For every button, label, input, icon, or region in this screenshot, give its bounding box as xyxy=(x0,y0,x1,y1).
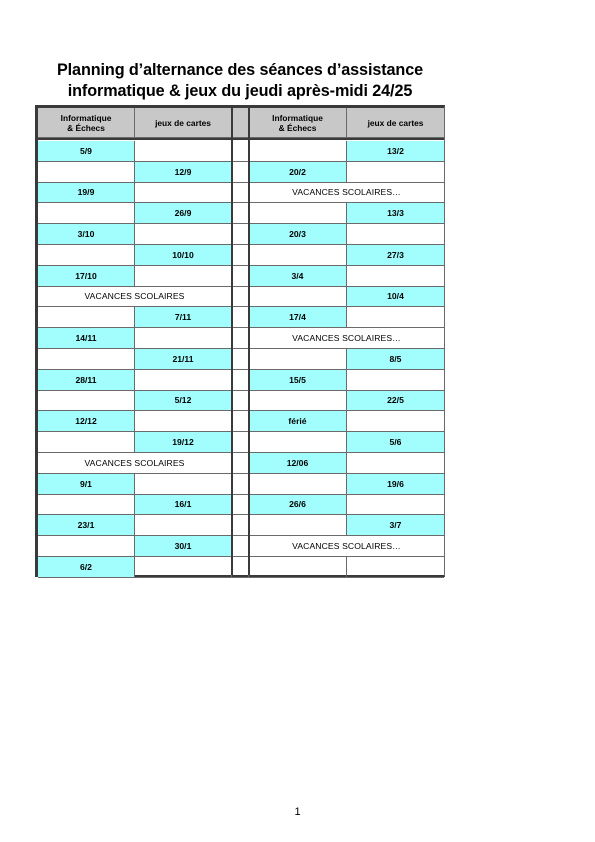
right-cartes-cell xyxy=(347,266,444,287)
title-line-2: informatique & jeux du jeudi après-midi 24/25 xyxy=(67,82,413,100)
right-informatique-cell xyxy=(249,432,347,453)
gap-cell xyxy=(232,287,249,308)
header-cartes-right: jeux de cartes xyxy=(347,108,444,138)
left-holiday-row: VACANCES SCOLAIRES xyxy=(38,453,232,474)
right-informatique-cell xyxy=(249,349,347,370)
title-line-1: Planning d’alternance des séances d’assistance xyxy=(56,61,424,79)
right-cartes-cell xyxy=(347,307,444,328)
column-separator xyxy=(231,108,233,575)
right-informatique-cell: 26/6 xyxy=(249,495,347,516)
gap-cell xyxy=(232,370,249,391)
left-cartes-cell xyxy=(135,557,232,578)
gap-cell xyxy=(232,162,249,183)
right-cartes-cell: 8/5 xyxy=(347,349,444,370)
header-informatique-left: Informatique & Échecs xyxy=(38,108,135,138)
left-cartes-cell: 19/12 xyxy=(135,432,232,453)
header-cartes-left: jeux de cartes xyxy=(135,108,232,138)
left-informatique-cell xyxy=(38,432,135,453)
right-informatique-cell: 12/06 xyxy=(249,453,347,474)
right-informatique-cell: 3/4 xyxy=(249,266,347,287)
schedule-table xyxy=(35,105,445,577)
right-cartes-cell: 10/4 xyxy=(347,287,444,308)
right-informatique-cell: férié xyxy=(249,411,347,432)
right-holiday-row: VACANCES SCOLAIRES… xyxy=(249,536,444,557)
left-holiday-row: VACANCES SCOLAIRES xyxy=(38,287,232,308)
left-cartes-cell: 5/12 xyxy=(135,391,232,412)
gap-cell xyxy=(232,224,249,245)
right-informatique-cell xyxy=(249,474,347,495)
header-gap xyxy=(232,108,249,138)
right-informatique-cell xyxy=(249,287,347,308)
right-cartes-cell: 5/6 xyxy=(347,432,444,453)
gap-cell xyxy=(232,411,249,432)
left-cartes-cell xyxy=(135,266,232,287)
right-informatique-cell: 20/3 xyxy=(249,224,347,245)
left-cartes-cell: 10/10 xyxy=(135,245,232,266)
right-cartes-cell xyxy=(347,162,444,183)
gap-cell xyxy=(232,203,249,224)
left-cartes-cell: 16/1 xyxy=(135,495,232,516)
gap-cell xyxy=(232,307,249,328)
gap-cell xyxy=(232,432,249,453)
gap-cell xyxy=(232,391,249,412)
gap-cell xyxy=(232,245,249,266)
gap-cell xyxy=(232,495,249,516)
left-cartes-cell xyxy=(135,474,232,495)
left-cartes-cell xyxy=(135,411,232,432)
right-cartes-cell xyxy=(347,370,444,391)
left-informatique-cell xyxy=(38,536,135,557)
right-holiday-row: VACANCES SCOLAIRES… xyxy=(249,183,444,204)
left-informatique-cell xyxy=(38,495,135,516)
right-holiday-row: VACANCES SCOLAIRES… xyxy=(249,328,444,349)
right-informatique-cell xyxy=(249,141,347,162)
left-informatique-cell: 6/2 xyxy=(38,557,135,578)
right-cartes-cell: 3/7 xyxy=(347,515,444,536)
right-informatique-cell: 20/2 xyxy=(249,162,347,183)
gap-cell xyxy=(232,557,249,578)
left-cartes-cell: 21/11 xyxy=(135,349,232,370)
right-informatique-cell xyxy=(249,203,347,224)
gap-cell xyxy=(232,453,249,474)
left-cartes-cell xyxy=(135,370,232,391)
left-informatique-cell xyxy=(38,391,135,412)
right-informatique-cell xyxy=(249,515,347,536)
left-cartes-cell: 30/1 xyxy=(135,536,232,557)
left-cartes-cell xyxy=(135,141,232,162)
gap-cell xyxy=(232,349,249,370)
right-informatique-cell: 17/4 xyxy=(249,307,347,328)
left-cartes-cell xyxy=(135,224,232,245)
header-informatique-right: Informatique & Échecs xyxy=(249,108,347,138)
left-informatique-cell: 17/10 xyxy=(38,266,135,287)
right-cartes-cell: 13/2 xyxy=(347,141,444,162)
gap-cell xyxy=(232,183,249,204)
gap-cell xyxy=(232,474,249,495)
left-informatique-cell: 28/11 xyxy=(38,370,135,391)
page-title xyxy=(0,60,480,102)
right-cartes-cell: 22/5 xyxy=(347,391,444,412)
right-informatique-cell: 15/5 xyxy=(249,370,347,391)
gap-cell xyxy=(232,536,249,557)
right-cartes-cell xyxy=(347,557,444,578)
right-informatique-cell xyxy=(249,245,347,266)
gap-cell xyxy=(232,141,249,162)
left-informatique-cell xyxy=(38,162,135,183)
left-informatique-cell xyxy=(38,349,135,370)
left-informatique-cell: 23/1 xyxy=(38,515,135,536)
left-cartes-cell xyxy=(135,183,232,204)
left-informatique-cell: 19/9 xyxy=(38,183,135,204)
gap-cell xyxy=(232,515,249,536)
left-informatique-cell xyxy=(38,307,135,328)
left-informatique-cell xyxy=(38,203,135,224)
header-rule xyxy=(38,138,444,140)
left-informatique-cell: 5/9 xyxy=(38,141,135,162)
right-cartes-cell xyxy=(347,495,444,516)
left-cartes-cell: 26/9 xyxy=(135,203,232,224)
left-informatique-cell xyxy=(38,245,135,266)
gap-cell xyxy=(232,328,249,349)
right-cartes-cell xyxy=(347,453,444,474)
left-informatique-cell: 14/11 xyxy=(38,328,135,349)
column-separator xyxy=(248,108,250,575)
right-informatique-cell xyxy=(249,391,347,412)
right-cartes-cell xyxy=(347,411,444,432)
right-cartes-cell: 19/6 xyxy=(347,474,444,495)
page-number: 1 xyxy=(294,806,301,818)
left-informatique-cell: 3/10 xyxy=(38,224,135,245)
right-cartes-cell: 13/3 xyxy=(347,203,444,224)
left-informatique-cell: 12/12 xyxy=(38,411,135,432)
left-cartes-cell xyxy=(135,328,232,349)
left-cartes-cell: 7/11 xyxy=(135,307,232,328)
left-cartes-cell xyxy=(135,515,232,536)
right-informatique-cell xyxy=(249,557,347,578)
gap-cell xyxy=(232,266,249,287)
left-informatique-cell: 9/1 xyxy=(38,474,135,495)
right-cartes-cell: 27/3 xyxy=(347,245,444,266)
left-cartes-cell: 12/9 xyxy=(135,162,232,183)
right-cartes-cell xyxy=(347,224,444,245)
